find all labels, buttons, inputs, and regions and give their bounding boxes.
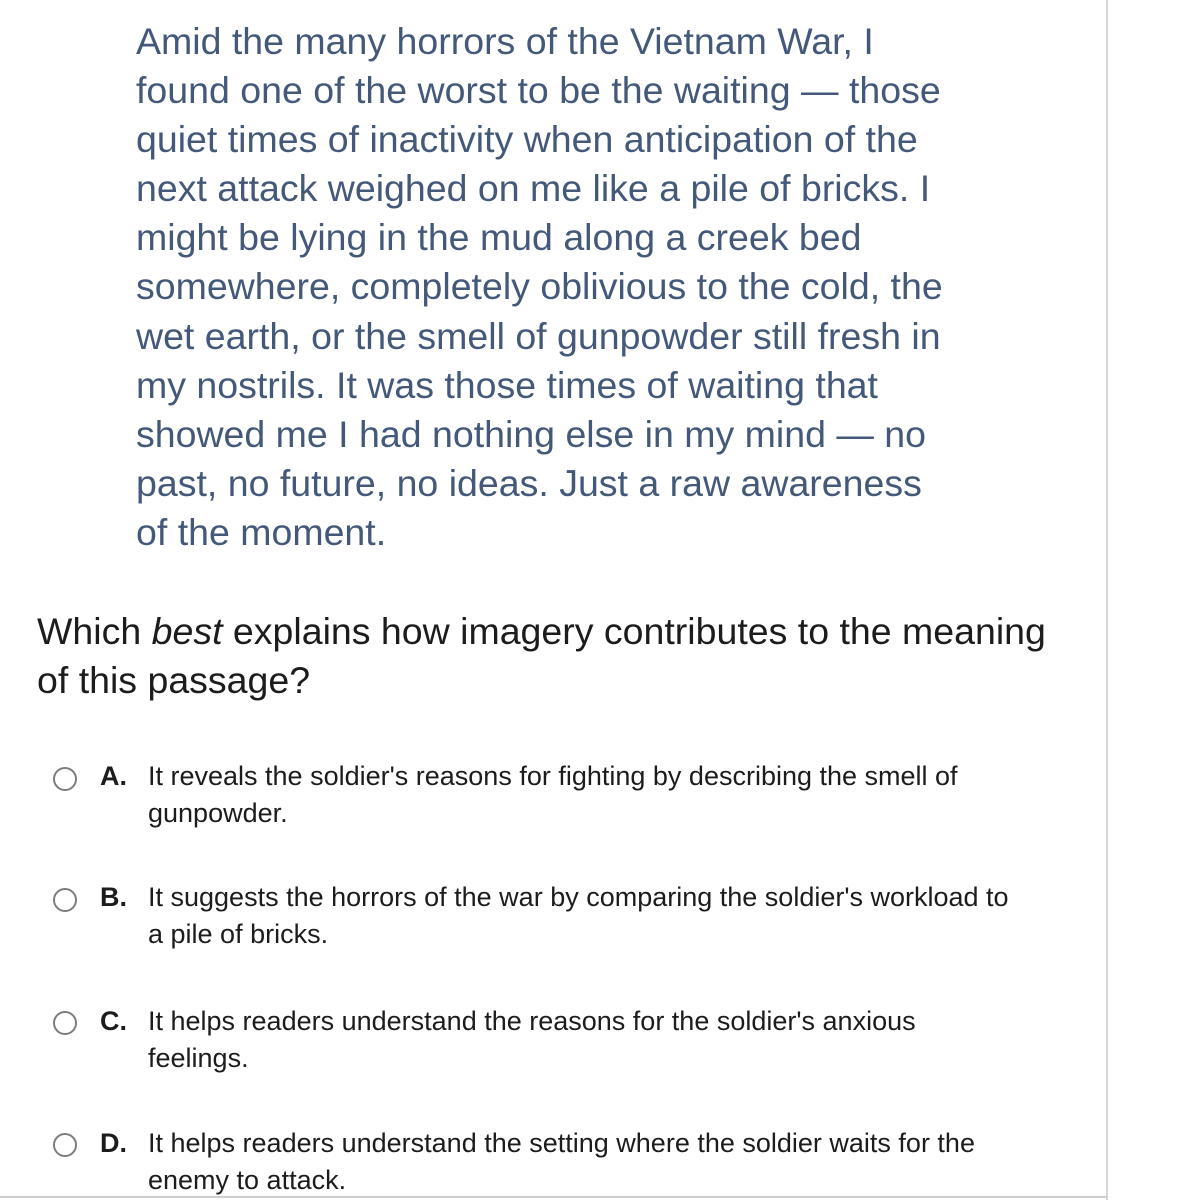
choice-line: It suggests the horrors of the war by comparing the soldier's workload to <box>148 882 1009 912</box>
passage-line: past, no future, no ideas. Just a raw awareness <box>136 461 922 504</box>
radio-button-a[interactable] <box>53 767 77 791</box>
question-line-1 <box>37 607 1102 656</box>
question-text-end: explains how imagery contributes to the meaning <box>222 610 1046 652</box>
choice-line: enemy to attack. <box>148 1164 347 1195</box>
choice-text-b <box>148 879 1098 952</box>
question-emphasis: best <box>151 610 223 652</box>
choice-letter-a: A. <box>100 761 127 791</box>
choice-line: feelings. <box>148 1042 249 1073</box>
question-line-2: of this passage? <box>37 659 311 701</box>
right-panel-divider <box>1106 0 1108 1200</box>
passage-line: my nostrils. It was those times of waiting that <box>136 363 878 406</box>
radio-button-d[interactable] <box>53 1133 77 1157</box>
radio-button-c[interactable] <box>53 1011 77 1035</box>
answer-choice-b[interactable] <box>50 879 1100 969</box>
passage-line: showed me I had nothing else in my mind — no <box>136 412 927 455</box>
bottom-divider <box>0 1196 1108 1198</box>
passage-line: of the moment. <box>136 510 387 553</box>
choice-letter-b: B. <box>100 882 127 912</box>
radio-button-b[interactable] <box>53 888 77 912</box>
passage-line: somewhere, completely oblivious to the cold, the <box>136 265 943 308</box>
choice-letter-c: C. <box>100 1006 127 1036</box>
passage-line: might be lying in the mud along a creek bed <box>136 216 862 259</box>
choice-letter-d: D. <box>100 1128 127 1158</box>
answer-choice-d[interactable] <box>50 1125 1100 1197</box>
answer-choice-c[interactable] <box>50 1003 1100 1093</box>
passage-line: quiet times of inactivity when anticipation of the <box>136 118 918 161</box>
choice-line: gunpowder. <box>148 797 288 828</box>
choice-text-c <box>148 1003 1098 1076</box>
choice-line: It helps readers understand the setting where the soldier waits for the <box>148 1128 975 1158</box>
passage-line: Amid the many horrors of the Vietnam War, I <box>136 20 874 62</box>
choice-line: a pile of bricks. <box>148 918 329 949</box>
passage-line: next attack weighed on me like a pile of bricks. I <box>136 167 931 210</box>
choice-line: It reveals the soldier's reasons for fighting by describing the smell of <box>148 761 958 791</box>
question-prompt <box>37 607 1102 705</box>
passage-line: wet earth, or the smell of gunpowder still fresh in <box>136 314 941 357</box>
passage-line: found one of the worst to be the waiting — those <box>136 69 941 112</box>
question-text-start: Which <box>37 610 152 652</box>
choice-line: It helps readers understand the reasons for the soldier's anxious <box>148 1006 916 1036</box>
reading-passage <box>136 17 1006 557</box>
choice-text-a <box>148 758 1098 831</box>
choice-text-d <box>148 1125 1098 1198</box>
answer-choice-a[interactable] <box>50 758 1100 848</box>
